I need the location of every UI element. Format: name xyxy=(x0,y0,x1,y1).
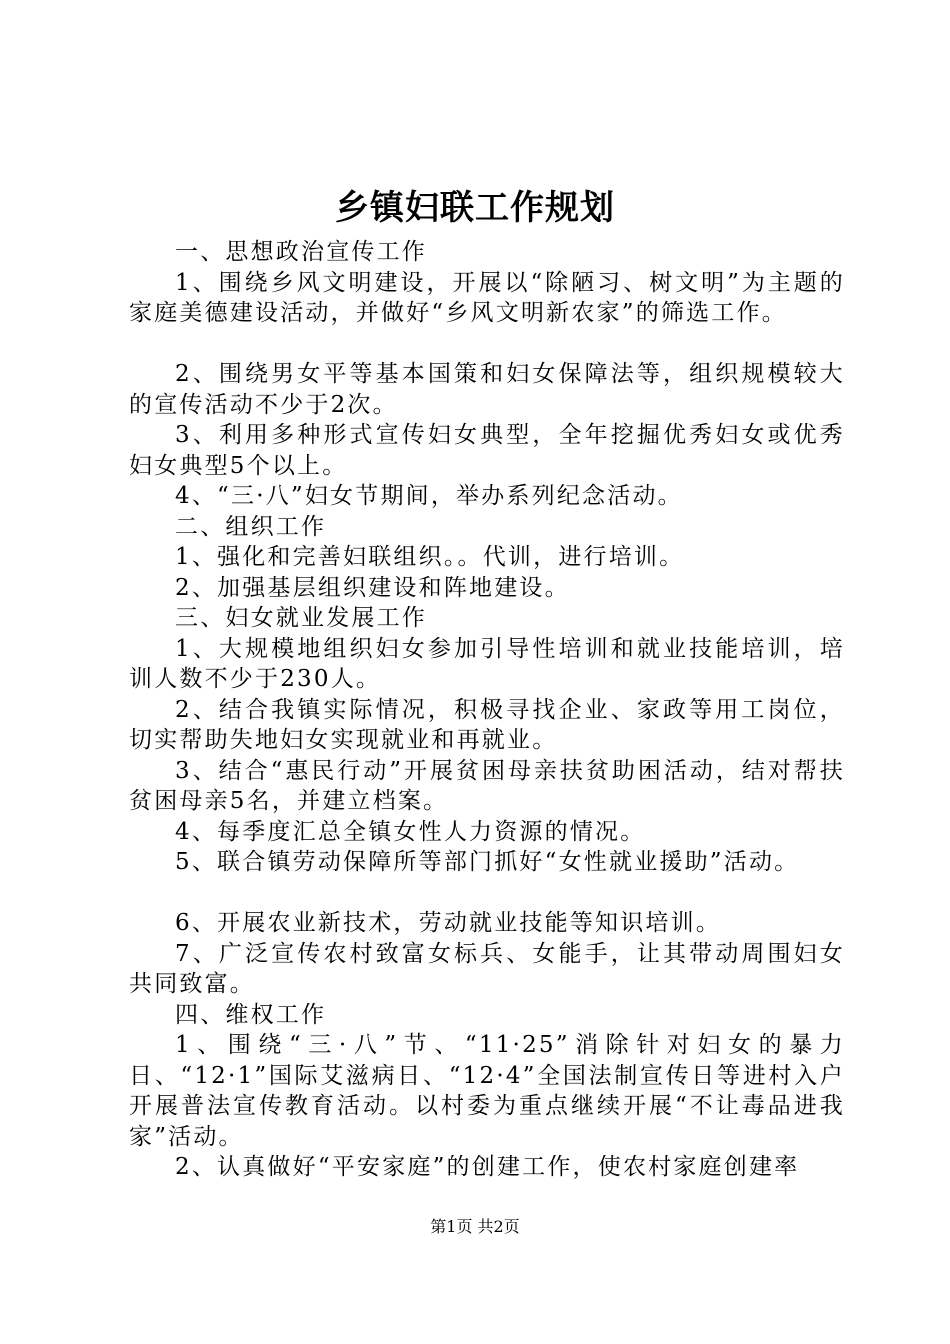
section-heading-1: 一、思想政治宣传工作 xyxy=(175,239,427,265)
paragraph: 4、“三·八”妇女节期间，举办系列纪念活动。 xyxy=(175,483,683,509)
blank-line xyxy=(129,878,845,909)
paragraph: 2、围绕男女平等基本国策和妇女保障法等，组织规模较大的宣传活动不少于2次。 xyxy=(129,361,845,418)
paragraph: 1、围绕“三·八”节、“11·25”消除针对妇女的暴力日、“12·1”国际艾滋病日、“12·4”全国法制宣传日等进村入户开展普法宣传教育活动。以村委为重点继续开展“不让毒品进我家”活动。 xyxy=(129,1032,845,1150)
paragraph: 2、结合我镇实际情况，积极寻找企业、家政等用工岗位，切实帮助失地妇女实现就业和再就业。 xyxy=(129,696,845,753)
paragraph: 5、联合镇劳动保障所等部门抓好“女性就业援助”活动。 xyxy=(175,849,800,875)
blank-line xyxy=(129,329,845,360)
document-body xyxy=(129,237,845,1183)
paragraph: 3、结合“惠民行动”开展贫困母亲扶贫助困活动，结对帮扶贫困母亲5名，并建立档案。 xyxy=(129,757,845,814)
paragraph: 4、每季度汇总全镇女性人力资源的情况。 xyxy=(175,818,646,845)
section-heading-3: 三、妇女就业发展工作 xyxy=(175,605,427,631)
paragraph: 6、开展农业新技术，劳动就业技能等知识培训。 xyxy=(175,910,722,936)
section-heading-2: 二、组织工作 xyxy=(175,513,327,540)
page-footer: 第1页 共2页 xyxy=(430,1217,520,1236)
paragraph: 1、围绕乡风文明建设，开展以“除陋习、树文明”为主题的家庭美德建设活动，并做好“乡风文明新农家”的筛选工作。 xyxy=(129,269,845,326)
paragraph: 2、加强基层组织建设和阵地建设。 xyxy=(175,574,570,601)
section-heading-4: 四、维权工作 xyxy=(175,1001,327,1028)
paragraph: 1、大规模地组织妇女参加引导性培训和就业技能培训，培训人数不少于230人。 xyxy=(129,635,845,692)
document-title: 乡镇妇联工作规划 xyxy=(335,188,615,228)
paragraph: 7、广泛宣传农村致富女标兵、女能手，让其带动周围妇女共同致富。 xyxy=(129,940,845,997)
paragraph: 3、利用多种形式宣传妇女典型，全年挖掘优秀妇女或优秀妇女典型5个以上。 xyxy=(129,422,845,479)
paragraph: 1、强化和完善妇联组织。。代训，进行培训。 xyxy=(175,544,685,570)
paragraph: 2、认真做好“平安家庭”的创建工作，使农村家庭创建率 xyxy=(175,1154,800,1180)
